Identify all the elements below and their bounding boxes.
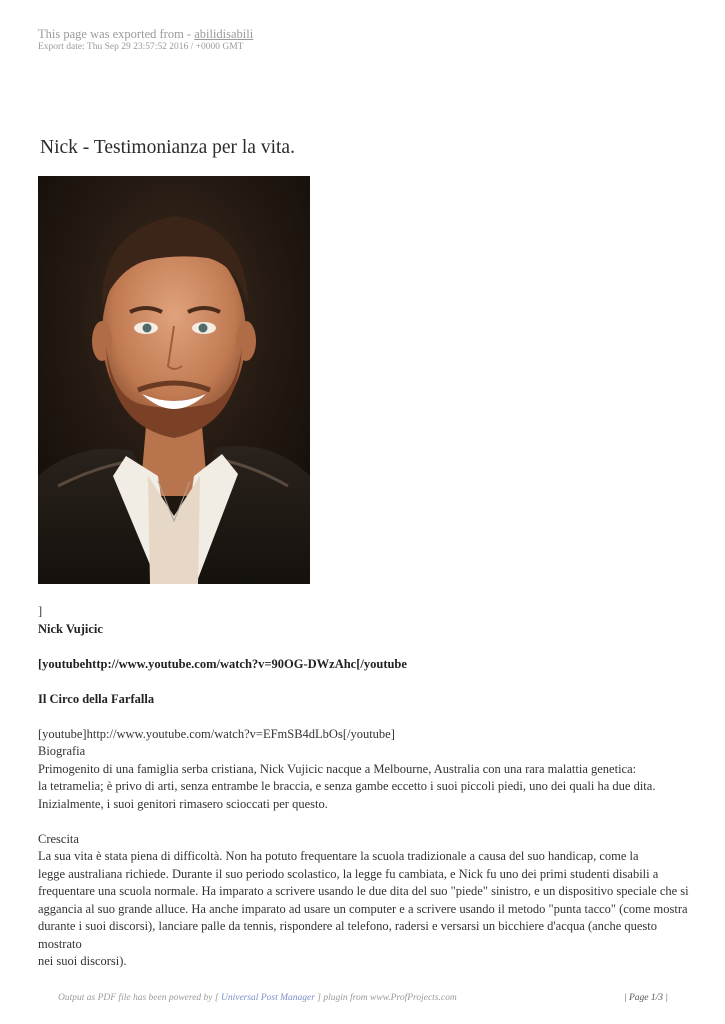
growth-line: durante i suoi discorsi), lanciare palle da tennis, rispondere al telefono, radersi e versarsi un bicchiere d'acqua (anche questo mostrato (38, 919, 658, 951)
bio-line: Primogenito di una famiglia serba cristiana, Nick Vujicic nacque a Melbourne, Australia con una rara malattia genetica: (38, 761, 637, 776)
site-link[interactable]: abilidisabili (194, 27, 254, 41)
section-title: Il Circo della Farfalla (38, 691, 155, 706)
portrait-photo (38, 176, 310, 584)
video-embed-2: [youtube]http://www.youtube.com/watch?v=EFmSB4dLbOs[/youtube] (38, 726, 395, 741)
growth-line: frequentare una scuola normale. Ha imparato a scrivere usando le due dita del suo "piede" sinistro, e un dispositivo speciale che si (38, 884, 689, 898)
footer-prefix: Output as PDF file has been powered by [ (58, 993, 221, 1003)
export-header (38, 27, 253, 53)
article-body (38, 603, 698, 971)
growth-line: legge australiana richiede. Durante il suo periodo scolastico, la legge fu cambiata, e Nick fu uno dei primi studenti disabili a (38, 866, 659, 881)
bio-line: Inizialmente, i suoi genitori rimasero scioccati per questo. (38, 796, 328, 811)
portrait-illustration (38, 176, 310, 584)
video-embed-1: [youtubehttp://www.youtube.com/watch?v=90OG-DWzAhc[/youtube (38, 656, 407, 671)
growth-heading: Crescita (38, 831, 79, 846)
growth-line: aggancia al suo grande alluce. Ha anche imparato ad usare un computer e a scrivere usando il metodo "punta tacco" (come mostra (38, 901, 688, 916)
universal-post-manager-link[interactable]: Universal Post Manager (220, 993, 315, 1003)
export-source-line (38, 27, 253, 41)
growth-line: La sua vita è stata piena di difficoltà. Non ha potuto frequentare la scuola tradizionale a causa del suo handicap, come la (38, 849, 639, 863)
bio-line: la tetramelia; è privo di arti, senza entrambe le braccia, e senza gambe eccetto i suoi piccoli piedi, uno dei quali ha due dita. (38, 779, 656, 793)
export-prefix: This page was exported from - (38, 27, 195, 41)
page-title: Nick - Testimonianza per la vita. (40, 137, 295, 158)
export-date: Export date: Thu Sep 29 23:57:52 2016 / +0000 GMT (38, 42, 244, 52)
footer-suffix: ] plugin from www.ProfProjects.com (314, 993, 457, 1003)
footer-credit (58, 993, 457, 1003)
growth-line: nei suoi discorsi). (38, 954, 127, 968)
page-number: | Page 1/3 | (624, 993, 669, 1003)
person-name: Nick Vujicic (38, 621, 103, 636)
bio-heading: Biografia (38, 744, 86, 758)
stray-bracket: ] (38, 604, 43, 618)
